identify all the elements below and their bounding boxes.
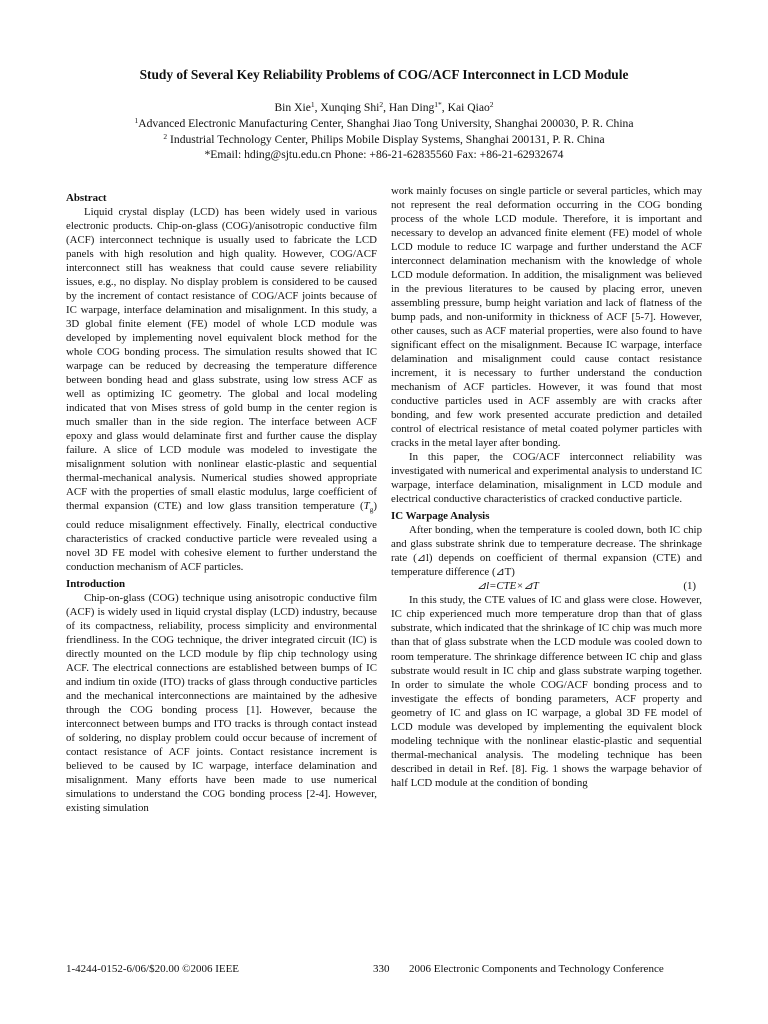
affiliation-mark: 1 <box>134 115 139 125</box>
affiliation-1 <box>0 116 768 132</box>
author-affiliation-mark: 1* <box>434 100 442 109</box>
introduction-heading: Introduction <box>66 577 126 590</box>
abstract-heading: Abstract <box>66 192 107 204</box>
introduction-paragraph: Chip-on-glass (COG) technique using anisotropic conductive film (ACF) is widely used in liquid crystal display (LCD) industry, because of its compactness, reliability, process simplicity and environmental friendliness. In the COG technique, the driver integrated circuit (IC) is directly mounted on the LCD module by flip chip technology using ACF. The electrical connections are established between bumps of IC and indium tin oxide (ITO) tracks of glass through conductive particles and the mechanical interconnections are maintained by the adhesive through the COG bonding process [1]. However, because the interconnect between bumps and ITO tracks is through contact instead of soldering, no display problem could occur because of increment of contact resistance of ACF joints. Contact resistance increment is believed to be caused by IC warpage, interface delamination and misalignment. Many efforts have been made to use numerical simulations to understand the COG bonding process [2-4]. However, existing simulation <box>66 591 377 814</box>
author-name: Xunqing Shi <box>320 101 380 114</box>
right-column <box>391 184 702 790</box>
warpage-paragraph-1: After bonding, when the temperature is cooled down, both IC chip and glass substrate shrink due to temperature decrease. The shrinkage rate (⊿l) depends on coefficient of thermal expansion (CTE) and temperature difference (⊿T) <box>391 524 702 579</box>
contact-line: *Email: hding@sjtu.edu.cn Phone: +86-21-62835560 Fax: +86-21-62932674 <box>204 148 564 162</box>
paper-overview-paragraph: In this paper, the COG/ACF interconnect reliability was investigated with numerical and experimental analysis to understand IC warpage, interface delamination, misalignment in LCD module and electrical conductive characteristics of cracked conductive particle. <box>391 451 702 506</box>
affiliation-mark: 2 <box>163 131 168 141</box>
author-block <box>0 100 768 163</box>
author-name: Han Ding <box>388 101 435 114</box>
abstract-text: Liquid crystal display (LCD) has been widely used in various electronic products. Chip-on-glass (COG)/anisotropic conductive film (ACF) interconnect technique is usually used to fabricate the LCD panels with high resolution and high quality. However, COG/ACF interconnect still has weakness that could cause severe reliability issues, e.g., no display. No display problem is considered to be caused by the increment of contact resistance of COG/ACF joints because of IC warpage, interface delamination and misalignment. In this study, a 3D global finite element (FE) model of whole LCD module was developed by implementing novel equivalent block method for the whole COG bonding process. The simulation results showed that IC warpage can be reduced by decreasing the temperature difference between bonding head and glass substrate, using low stress ACF as well as optimizing IC geometry. The global and local modeling indicated that von Mises stress of gold bump in the center region is much smaller than in the side region. The interface between ACF epoxy and glass would delaminate first and further cause the display failure. A slice of LCD module was modeled to investigate the misalignment solution with nonlinear elastic-plastic and sequential thermal-mechanical analysis. Numerical studies showed appropriate ACF with the properties of small elastic modulus, large coefficient of thermal expansion (CTE) and low glass transition temperature ( <box>66 206 377 513</box>
equation-number: (1) <box>683 580 696 593</box>
equation-expression: ⊿l=CTE×⊿T <box>477 580 539 593</box>
author-affiliation-mark: 2 <box>379 100 384 109</box>
affiliation-text: Industrial Technology Center, Philips Mobile Display Systems, Shanghai 200131, P. R. China <box>167 132 605 146</box>
author-name: Kai Qiao <box>447 101 490 114</box>
copyright-footer: 1-4244-0152-6/06/$20.00 ©2006 IEEE <box>66 963 240 975</box>
introduction-continued-paragraph: work mainly focuses on single particle or several particles, which may not represent the real deformation occurring in the COG bonding process of the whole LCD module. Therefore, it is important and necessary to develop an advanced finite element (FE) model of whole LCD module to reduce IC warpage and further understand the ACF interconnect delamination mechanism with the knowledge of whole LCD module deformation. In addition, the misalignment was believed in the previous literatures to be caused by placing error, uneven assembling pressure, bump height variation and lack of flatness of the bump pads, and non-uniformity in thickness of ACF [5-7]. However, other causes, such as ACF material properties, were also found to have significant effect on the misalignment. Because IC warpage, interface delamination and misalignment could cause contact resistance increment, it is necessary to further understand the conduction mechanism of ACF particles. However, it was found that most conductive particles used in ACF assembly are with cracks after bonding, and few work presented accurate prediction and detailed control of electrical resistance of metal coated polymer particles with cracks in the metal layer after bonding. <box>391 185 702 450</box>
conference-footer: 2006 Electronic Components and Technology Conference <box>409 963 664 975</box>
author-names <box>0 100 768 116</box>
author-name: Bin Xie <box>274 101 311 114</box>
affiliation-2 <box>0 132 768 148</box>
paper-title: Study of Several Key Reliability Problems of COG/ACF Interconnect in LCD Module <box>139 67 629 82</box>
left-column <box>66 191 377 815</box>
author-affiliation-mark: 2 <box>489 100 494 109</box>
tg-subscript: g <box>369 505 374 515</box>
affiliation-text: Advanced Electronic Manufacturing Center, Shanghai Jiao Tong University, Shanghai 200030, P. R. China <box>138 116 634 130</box>
author-separator: , <box>441 101 448 114</box>
author-separator: , <box>314 101 321 114</box>
equation-1 <box>391 579 702 593</box>
ic-warpage-heading: IC Warpage Analysis <box>391 510 490 523</box>
tg-symbol: T <box>363 500 370 513</box>
abstract-paragraph <box>66 205 377 574</box>
author-separator: , <box>383 101 389 114</box>
author-affiliation-mark: 1 <box>310 100 315 109</box>
warpage-paragraph-2: In this study, the CTE values of IC and glass were close. However, IC chip experienced much more temperature drop than that of glass substrate, which indicated that the shrinkage of IC chip was much more than that of glass substrate when the LCD module was cooled down to room temperature. The shrinkage difference between IC chip and glass substrate would result in IC chip and glass substrate warping together. In order to simulate the whole COG/ACF bonding process and to investigate the effects of bonding parameters, ACF property and geometry of IC and glass on IC warpage, a global 3D FE model of LCD module was developed by implementing the equivalent block modeling technique with the nonlinear elastic-plastic and sequential thermal-mechanical analysis. The modeling technique has been described in detail in Ref. [8]. Fig. 1 shows the warpage behavior of half LCD module at the condition of bonding <box>391 594 702 789</box>
abstract-text-continued: ) could reduce misalignment effectively. Finally, electrical conductive characteristics of cracked conductive particle were revealed using a novel 3D FE model with cohesive element to further understand the conduction mechanism of ACF particles. <box>66 500 377 573</box>
page-number: 330 <box>373 963 390 975</box>
